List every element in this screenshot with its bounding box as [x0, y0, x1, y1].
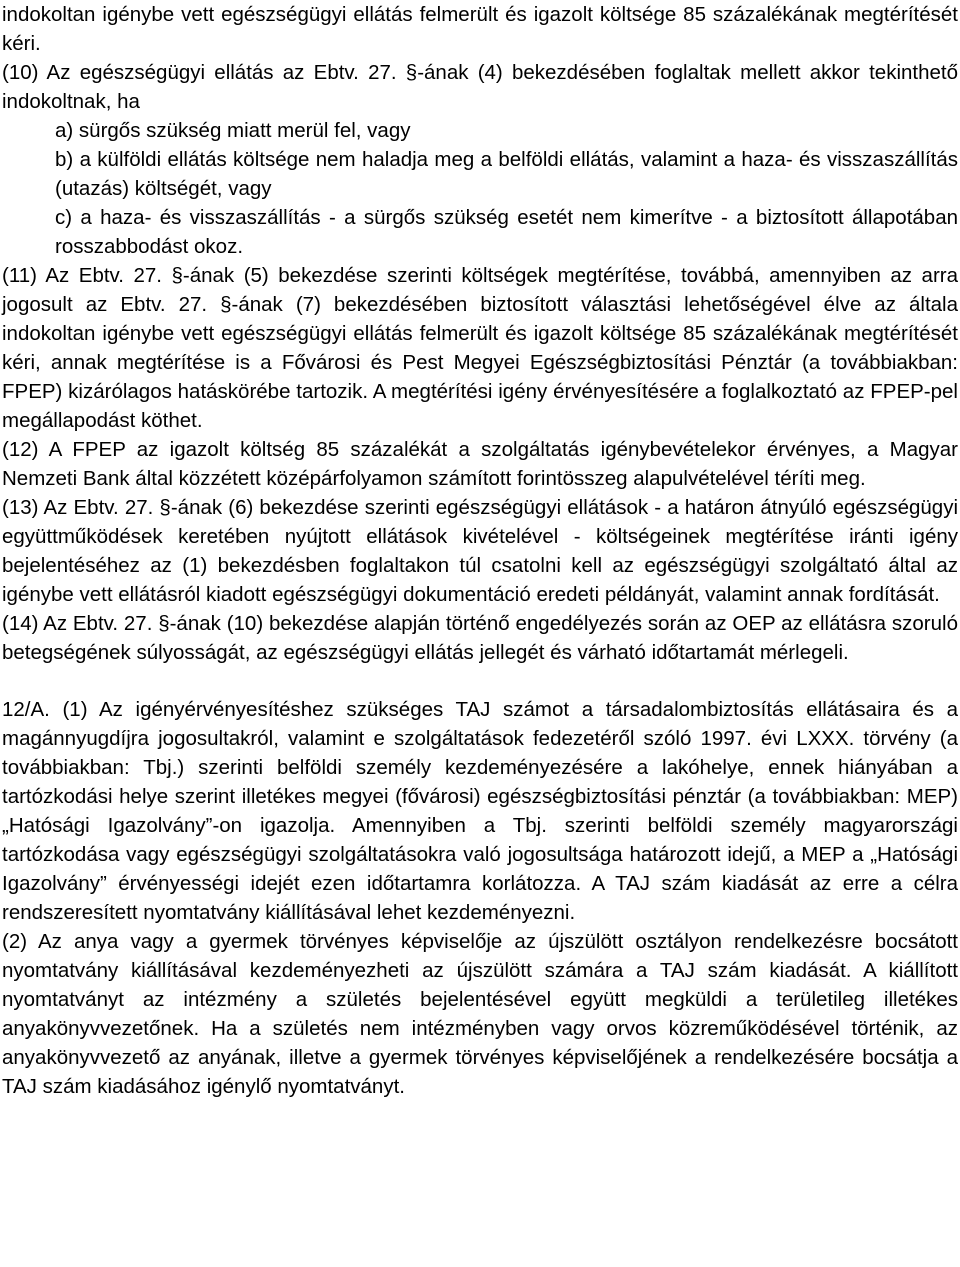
list-item-c: c) a haza- és visszaszállítás - a sürgős szükség esetét nem kimerítve - a biztosított állapotában rosszabbodást okoz.	[55, 206, 958, 258]
paragraph-11: (11) Az Ebtv. 27. §-ának (5) bekezdése szerinti költségek megtérítése, továbbá, amennyiben az arra jogosult az Ebtv. 27. §-ának (7) bekezdésében biztosított választási lehetőségével élve az általa indokoltan igénybe vett egészségügyi ellátás felmerült és igazolt költsége 85 százalékának megtérítését kéri, annak megtérítése is a Fővárosi és Pest Megyei Egészségbiztosítási Pénztár (a továbbiakban: FPEP) kizárólagos hatáskörébe tartozik. A megtérítési igény érvényesítésére a foglalkoztató az FPEP-pel megállapodást köthet.	[2, 264, 958, 432]
paragraph-12: (12) A FPEP az igazolt költség 85 százalékát a szolgáltatás igénybevételekor érvényes, a Magyar Nemzeti Bank által közzétett középárfolyamon számított forintösszeg alapulvételével téríti meg.	[2, 438, 958, 490]
list-item-b: b) a külföldi ellátás költsége nem haladja meg a belföldi ellátás, valamint a haza- és visszaszállítás (utazás) költségét, vagy	[55, 148, 958, 200]
paragraph-13: (13) Az Ebtv. 27. §-ának (6) bekezdése szerinti egészségügyi ellátások - a határon átnyúló egészségügyi együttműködések keretében nyújtott ellátások kivételével - költségeinek megtérítése iránti igény bejelentéséhez az (1) bekezdésben foglaltakon túl csatolni kell az egészségügyi szolgáltató által az igénybe vett ellátásról kiadott egészségügyi dokumentáció eredeti példányát, valamint annak fordítását.	[2, 496, 958, 606]
paragraph-12a-1: 12/A. (1) Az igényérvényesítéshez szükséges TAJ számot a társadalombiztosítás ellátásaira és a magánnyugdíjra jogosultakról, valamint e szolgáltatások fedezetéről szóló 1997. évi LXXX. törvény (a továbbiakban: Tbj.) szerinti belföldi személy kezdeményezésére a lakóhelye, ennek hiányában a tartózkodási helye szerint illetékes megyei (fővárosi) egészségbiztosítási pénztár (a továbbiakban: MEP) „Hatósági Igazolvány”-on igazolja. Amennyiben a Tbj. szerinti belföldi személy magyarországi tartózkodása vagy egészségügyi szolgáltatásokra való jogosultsága határozott idejű, a MEP a „Hatósági Igazolvány” érvényességi idejét ezen időtartamra korlátozza. A TAJ szám kiadását az erre a célra rendszeresített nyomtatvány kiállításával lehet kezdeményezni.	[2, 698, 958, 924]
section-spacer	[2, 667, 958, 695]
list-item-a: a) sürgős szükség miatt merül fel, vagy	[55, 119, 411, 142]
paragraph-14: (14) Az Ebtv. 27. §-ának (10) bekezdése alapján történő engedélyezés során az OEP az ellátásra szoruló betegségének súlyosságát, az egészségügyi ellátás jellegét és várható időtartamát mérlegeli.	[2, 612, 958, 664]
paragraph-10: (10) Az egészségügyi ellátás az Ebtv. 27. §-ának (4) bekezdésében foglaltak mellett akkor tekinthető indokoltnak, ha	[2, 61, 958, 113]
paragraph-continuation: indokoltan igénybe vett egészségügyi ellátás felmerült és igazolt költsége 85 százalékának megtérítését kéri.	[2, 3, 958, 55]
paragraph-12a-2: (2) Az anya vagy a gyermek törvényes képviselője az újszülött osztályon rendelkezésre bocsátott nyomtatvány kiállításával kezdeményezheti az újszülött számára a TAJ szám kiadását. A kiállított nyomtatványt az intézmény a születés bejelentésével együtt megküldi a területileg illetékes anyakönyvvezetőnek. Ha a születés nem intézményben vagy orvos közreműködésével történik, az anyakönyvvezető az anyának, illetve a gyermek törvényes képviselőjének a rendelkezésére bocsátja a TAJ szám kiadásához igénylő nyomtatványt.	[2, 930, 958, 1098]
